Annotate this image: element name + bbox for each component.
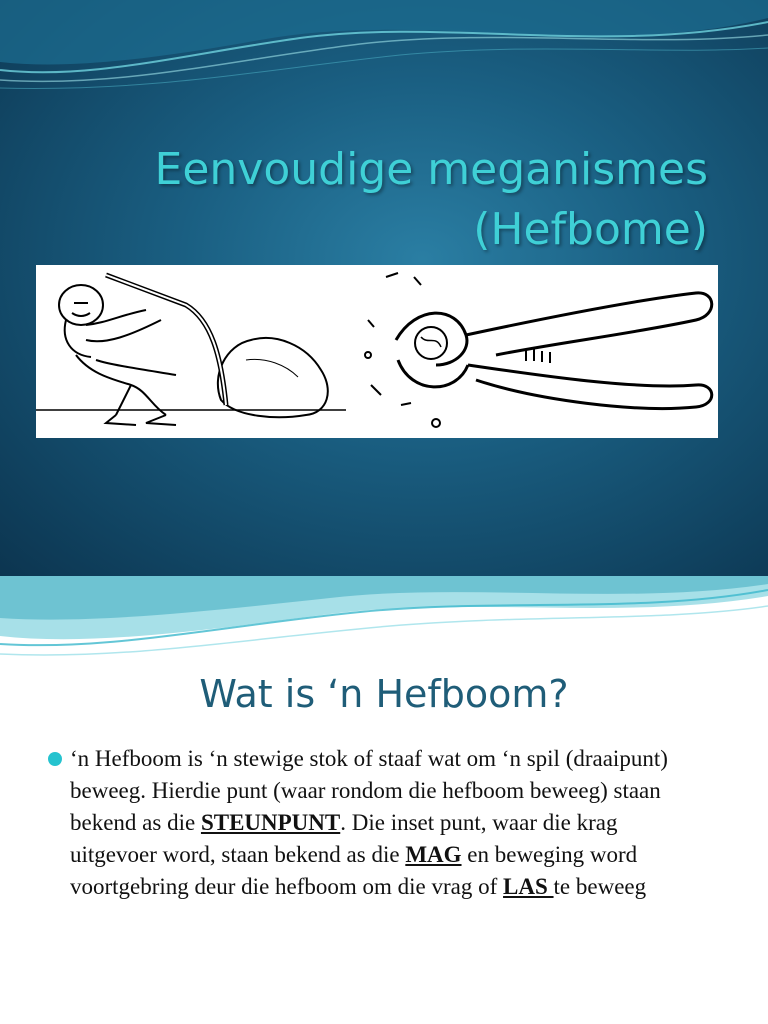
lever-stick	[106, 275, 226, 405]
lever-illustration	[36, 265, 718, 438]
title-line-2: (Hefbome)	[473, 204, 708, 255]
walnut	[415, 327, 447, 359]
pliers-figure	[396, 293, 712, 409]
term-las: LAS	[503, 874, 554, 899]
title-line-1: Eenvoudige meganismes	[154, 144, 708, 195]
bullet-text-part-2: . Die inset punt, waar die krag uitgevoer word, staan bekend as die	[70, 810, 618, 867]
decorative-waves	[0, 0, 768, 100]
rock-shape	[218, 338, 328, 417]
bullet-text	[70, 743, 708, 903]
slide-title	[68, 140, 708, 260]
caveman-figure	[59, 285, 176, 425]
pliers-notches	[526, 349, 550, 363]
slide-heading: Wat is ‘n Hefboom?	[199, 672, 569, 716]
bullet-text-part-4: te beweeg	[553, 874, 647, 899]
bullet-point-icon	[48, 752, 62, 766]
term-mag: MAG	[405, 842, 462, 867]
crack-marks	[365, 273, 440, 427]
lever-drawing-svg	[36, 265, 718, 438]
bullet-text-part-3: en beweging word voortgebring deur die hefboom om die vrag of	[70, 842, 638, 899]
term-steunpunt: STEUNPUNT	[200, 810, 341, 835]
decorative-waves	[0, 576, 768, 666]
bullet-list	[48, 743, 708, 903]
bullet-text-part-1: ‘n Hefboom is ‘n stewige stok of staaf wat om ‘n spil (draaipunt) beweeg. Hierdie punt (waar rondom die hefboom beweeg) staan bekend as die	[70, 746, 668, 835]
